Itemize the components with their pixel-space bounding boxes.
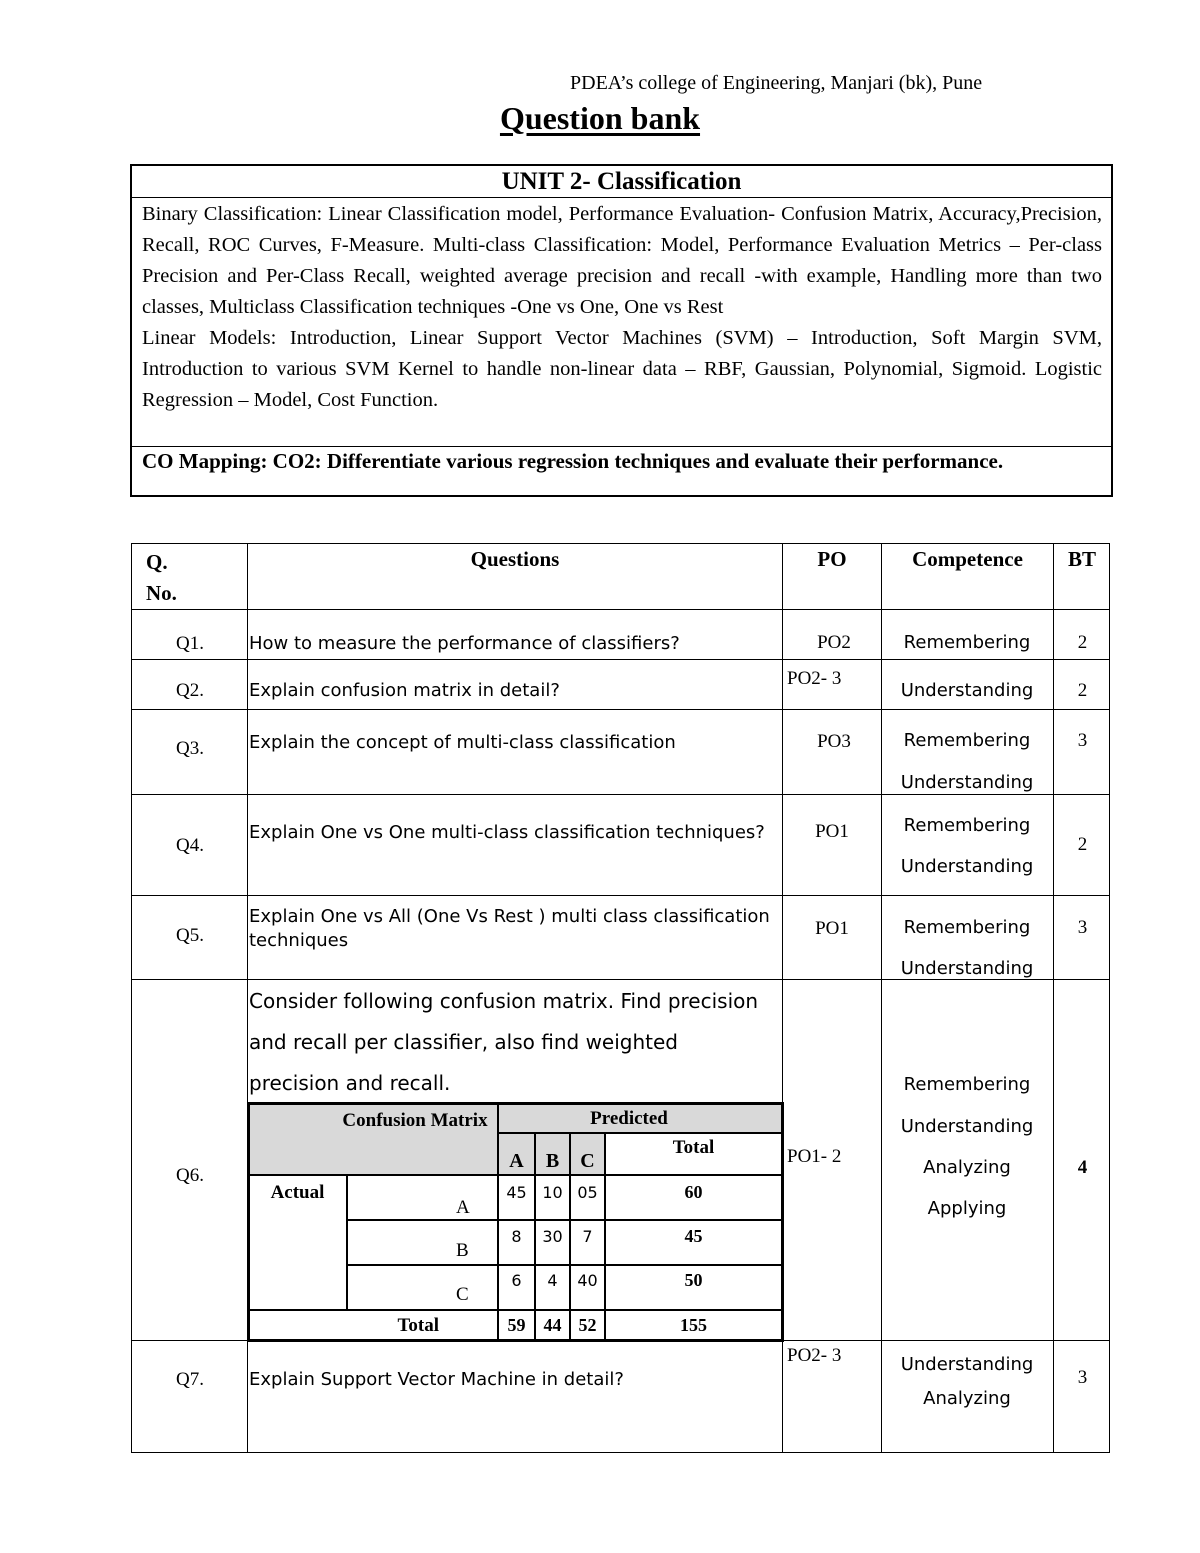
- cm-total-label: Total: [397, 1315, 439, 1336]
- cm-cell: 7: [582, 1227, 593, 1246]
- cm-col-total: 44: [543, 1315, 562, 1335]
- bt-level: 3: [1077, 917, 1088, 938]
- cm-row-total: 45: [684, 1226, 703, 1246]
- bt-level: 2: [1077, 834, 1088, 855]
- competence: Understanding: [900, 1354, 1034, 1375]
- cm-row-total: 50: [684, 1270, 703, 1290]
- unit-box: [130, 164, 1113, 497]
- po-value: PO3: [817, 731, 851, 752]
- cm-cell: 4: [547, 1271, 558, 1290]
- cm-col-total: 59: [507, 1315, 526, 1335]
- competence: Applying: [927, 1198, 1007, 1219]
- table-row-divider: [131, 609, 1110, 610]
- po-value: PO1- 2: [787, 1146, 842, 1167]
- college-name: PDEA’s college of Engineering, Manjari (bk), Pune: [570, 72, 983, 94]
- cm-class-header: B: [545, 1150, 560, 1172]
- cm-cell: 40: [577, 1271, 598, 1290]
- competence: Understanding: [900, 856, 1034, 877]
- cm-cell: 45: [506, 1183, 527, 1202]
- competence: Understanding: [900, 680, 1034, 701]
- cm-cell: 30: [542, 1227, 563, 1246]
- competence: Understanding: [900, 1116, 1034, 1137]
- question-text: Explain Support Vector Machine in detail?: [249, 1369, 624, 1390]
- question-number: Q7.: [176, 1369, 204, 1390]
- competence: Remembering: [903, 632, 1031, 653]
- cm-line: [348, 1219, 783, 1221]
- cm-line: [497, 1102, 499, 1342]
- competence: Understanding: [900, 958, 1034, 979]
- bt-level: 2: [1077, 680, 1088, 701]
- question-text: Explain confusion matrix in detail?: [249, 680, 560, 701]
- cm-line: [249, 1309, 783, 1311]
- competence: Understanding: [900, 772, 1034, 793]
- po-value: PO2- 3: [787, 668, 842, 689]
- competence: Remembering: [903, 815, 1031, 836]
- po-value: PO1: [815, 821, 849, 842]
- competence: Remembering: [903, 917, 1031, 938]
- page-title: [0, 100, 1200, 137]
- cm-border: [247, 1339, 784, 1342]
- question-text: Explain the concept of multi-class classification: [249, 732, 676, 753]
- question-number: Q6.: [176, 1165, 204, 1186]
- question-text: Explain One vs One multi-class classification techniques?: [249, 822, 765, 843]
- cm-class-header: A: [509, 1150, 524, 1172]
- cm-row-total: 60: [684, 1182, 703, 1202]
- header-po: PO: [817, 547, 847, 571]
- table-border-bottom: [131, 1452, 1110, 1453]
- table-border-top: [131, 543, 1110, 544]
- cm-line: [249, 1174, 783, 1176]
- question-number: Q1.: [176, 633, 204, 654]
- page-title-text: Question bank: [499, 100, 701, 136]
- question-number: Q4.: [176, 835, 204, 856]
- header-competence: Competence: [912, 547, 1023, 571]
- cm-row-label: B: [456, 1240, 469, 1261]
- cm-border: [781, 1102, 784, 1342]
- co-divider: [132, 446, 1111, 447]
- unit-syllabus-para-2: Linear Models: Introduction, Linear Support Vector Machines (SVM) – Introduction, Soft Margin SVM, Introduction to various SVM Kernel to handle non-linear data – RBF, Gaussian, Polynomial, Sigmoid. Logistic Regression – Model, Cost Function.: [142, 327, 1102, 411]
- cm-grand-total: 155: [680, 1315, 707, 1335]
- cm-border: [247, 1102, 250, 1342]
- bt-level: 2: [1077, 632, 1088, 653]
- cm-line: [499, 1132, 783, 1134]
- cm-actual-label: Actual: [270, 1182, 325, 1203]
- cm-cell: 10: [542, 1183, 563, 1202]
- bt-level: 3: [1077, 1367, 1088, 1388]
- unit-title: UNIT 2- Classification: [132, 166, 1111, 198]
- cm-corner-label: Confusion Matrix: [342, 1110, 488, 1131]
- unit-description: [142, 199, 1102, 416]
- header-bt: BT: [1067, 547, 1096, 571]
- question-text: How to measure the performance of classifiers?: [249, 633, 680, 654]
- competence: Analyzing: [923, 1388, 1011, 1409]
- cm-row-label: A: [456, 1197, 470, 1218]
- cm-total-header: Total: [672, 1137, 715, 1158]
- co-mapping: CO Mapping: CO2: Differentiate various regression techniques and evaluate their performance.: [142, 449, 1004, 473]
- cm-row-label: C: [456, 1284, 469, 1305]
- cm-cell: 05: [577, 1183, 598, 1202]
- bt-level: 4: [1077, 1157, 1088, 1178]
- header-qno: Q. No.: [146, 550, 177, 605]
- unit-syllabus-para-1: Binary Classification: Linear Classification model, Performance Evaluation- Confusion Matrix, Accuracy,Precision, Recall, ROC Curves, F-Measure. Multi-class Classification: Model, Performance Evaluation Metrics – Per-class Precision and Per-Class Recall, weighted average precision and recall -with example, Handling more than two classes, Multiclass Classification techniques -One vs One, One vs Rest: [142, 203, 1102, 318]
- cm-border: [247, 1102, 784, 1105]
- cm-predicted-label: Predicted: [590, 1108, 668, 1129]
- question-number: Q2.: [176, 680, 204, 701]
- competence: Remembering: [903, 730, 1031, 751]
- competence: Remembering: [903, 1074, 1031, 1095]
- po-value: PO2- 3: [787, 1345, 842, 1366]
- cm-class-header: C: [580, 1150, 595, 1172]
- cm-cell: 8: [511, 1227, 522, 1246]
- question-text: Explain One vs All (One Vs Rest ) multi class classification techniques: [249, 906, 770, 951]
- question-text: Consider following confusion matrix. Find precision and recall per classifier, also find weighted precision and recall.: [249, 989, 759, 1095]
- po-value: PO2: [817, 632, 851, 653]
- competence: Analyzing: [923, 1157, 1011, 1178]
- cm-line: [348, 1264, 783, 1266]
- question-number: Q5.: [176, 925, 204, 946]
- header-questions: Questions: [470, 547, 560, 571]
- cm-cell: 6: [511, 1271, 522, 1290]
- po-value: PO1: [815, 918, 849, 939]
- bt-level: 3: [1077, 730, 1088, 751]
- table-col-divider: [1053, 543, 1054, 1453]
- question-number: Q3.: [176, 738, 204, 759]
- table-row-divider: [131, 895, 1110, 896]
- cm-col-total: 52: [578, 1315, 597, 1335]
